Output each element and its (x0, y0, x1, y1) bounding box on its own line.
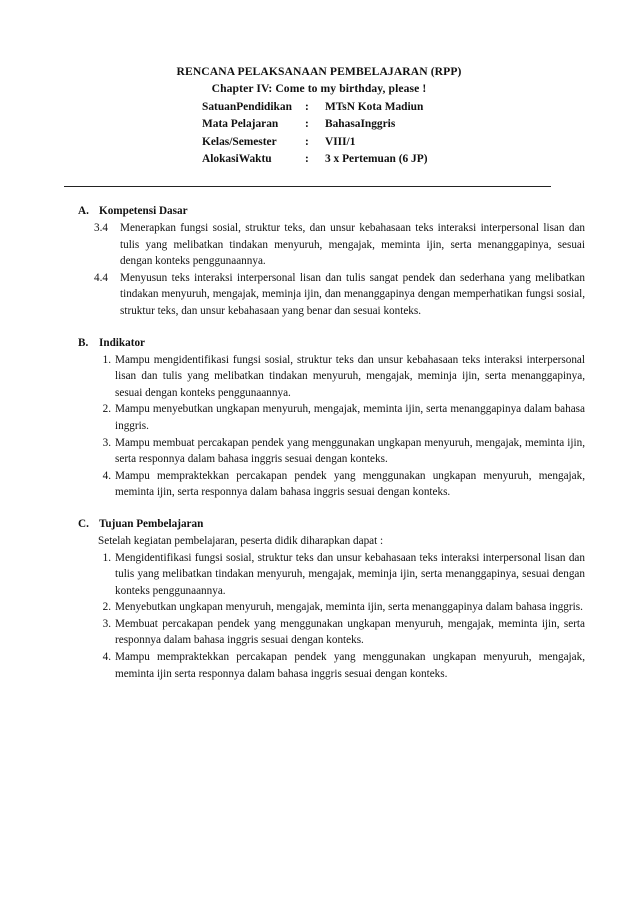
section-title: Tujuan Pembelajaran (99, 517, 204, 530)
item-text: Menyebutkan ungkapan menyuruh, mengajak, meminta ijin, serta menanggapinya dalam bahasa inggris. (115, 601, 583, 614)
list-item (78, 220, 585, 270)
identity-row (202, 99, 428, 116)
section-title: Kompetensi Dasar (99, 205, 188, 217)
section-intro: Setelah kegiatan pembelajaran, peserta didik diharapkan dapat : (98, 534, 384, 547)
section-kompetensi-dasar (78, 203, 585, 320)
item-number: 2. (102, 403, 111, 416)
identity-key: Mata Pelajaran (202, 118, 279, 131)
item-text: Membuat percakapan pendek yang menggunakan ungkapan menyuruh, mengajak, meminta ijin, serta responnya dalam bahasa inggris sesuai dengan konteks. (115, 617, 585, 647)
item-text: Mampu menyebutkan ungkapan menyuruh, mengajak, meminta ijin, serta menanggapinya dalam bahasa inggris. (115, 403, 585, 432)
section-indikator (78, 335, 585, 501)
identity-value: MTsN Kota Madiun (325, 101, 424, 113)
section-title: Indikator (99, 336, 146, 349)
identity-key: AlokasiWaktu (202, 153, 272, 166)
item-number: 4. (102, 469, 111, 482)
identity-value: VIII/1 (325, 135, 356, 148)
list-item (78, 352, 585, 402)
identity-row (202, 116, 428, 133)
identity-key: SatuanPendidikan (202, 101, 292, 113)
item-number: 1. (102, 551, 111, 564)
item-text: Mengidentifikasi fungsi sosial, struktur teks dan unsur kebahasaan teks interaksi interpersonal lisan dan tulis yang melibatkan tindakan menyuruh, mengajak, meminja ijin, serta menanggapinya, sesuai dengan konteks penggunaannya. (115, 551, 585, 597)
identity-value: 3 x Pertemuan (6 JP) (325, 153, 428, 166)
document-body (78, 203, 585, 697)
item-number: 2. (102, 601, 111, 614)
section-tujuan-pembelajaran (78, 516, 585, 682)
identity-colon: : (305, 153, 309, 166)
identity-colon: : (305, 101, 309, 113)
list-item (78, 270, 585, 320)
item-number: 4.4 (94, 271, 108, 284)
item-text: Mampu mempraktekkan percakapan pendek yang menggunakan ungkapan menyuruh, mengajak, meminta ijin serta responnya dalam bahasa inggris sesuai dengan konteks. (115, 651, 585, 680)
identity-colon: : (305, 118, 309, 131)
identity-table (202, 99, 428, 169)
item-number: 3. (102, 617, 111, 630)
section-letter: C. (78, 517, 89, 530)
list-item (78, 435, 585, 468)
item-text: Mampu mengidentifikasi fungsi sosial, struktur teks dan unsur kebahasaan teks interaksi interpersonal lisan dan tulis yang melibatkan tindakan menyuruh, mengajak, meminja ijin, serta menanggapinya, sesuai dengan konteks penggunaannya. (115, 353, 585, 399)
section-heading (78, 203, 585, 220)
document-subtitle: Chapter IV: Come to my birthday, please ! (211, 81, 427, 95)
section-letter: B. (78, 336, 89, 349)
item-text: Menerapkan fungsi sosial, struktur teks, dan unsur kebahasaan teks interaksi interpersonal lisan dan tulis yang melibatkan tindakan menyuruh, mengajak, meminta ijin, serta menanggapinya, sesuai dengan konteks penggunaannya. (120, 222, 585, 268)
identity-colon: : (305, 135, 309, 148)
section-letter: A. (78, 205, 89, 217)
identity-row (202, 134, 428, 151)
document-title: RENCANA PELAKSANAAN PEMBELAJARAN (RPP) (176, 65, 462, 78)
identity-value: BahasaInggris (325, 118, 396, 131)
list-item (78, 401, 585, 434)
identity-row (202, 151, 428, 168)
section-heading (78, 516, 585, 533)
item-number: 3. (102, 436, 111, 449)
horizontal-divider (64, 186, 551, 187)
item-text: Mampu membuat percakapan pendek yang menggunakan ungkapan menyuruh, mengajak, meminta ijin, serta responnya dalam bahasa inggris sesuai dengan konteks. (115, 436, 585, 466)
item-text: Mampu mempraktekkan percakapan pendek yang menggunakan ungkapan menyuruh, mengajak, meminta ijin, serta responnya dalam bahasa inggris sesuai dengan konteks. (115, 469, 585, 499)
list-item (78, 550, 585, 600)
section-heading (78, 335, 585, 352)
list-item (78, 599, 585, 616)
item-text: Menyusun teks interaksi interpersonal lisan dan tulis sangat pendek dan sederhana yang melibatkan tindakan menyuruh, mengajak, meminja ijin, dan menanggapinya dengan memperhatikan fungsi sosial, struktur teks, dan unsur kebahasaan yang benar dan sesuai konteks. (120, 271, 585, 317)
document-title-block (0, 64, 638, 97)
identity-key: Kelas/Semester (202, 135, 277, 148)
list-item (78, 616, 585, 649)
item-number: 3.4 (94, 222, 108, 234)
list-item (78, 649, 585, 682)
list-item (78, 468, 585, 501)
item-number: 1. (102, 353, 111, 366)
item-number: 4. (102, 651, 111, 664)
